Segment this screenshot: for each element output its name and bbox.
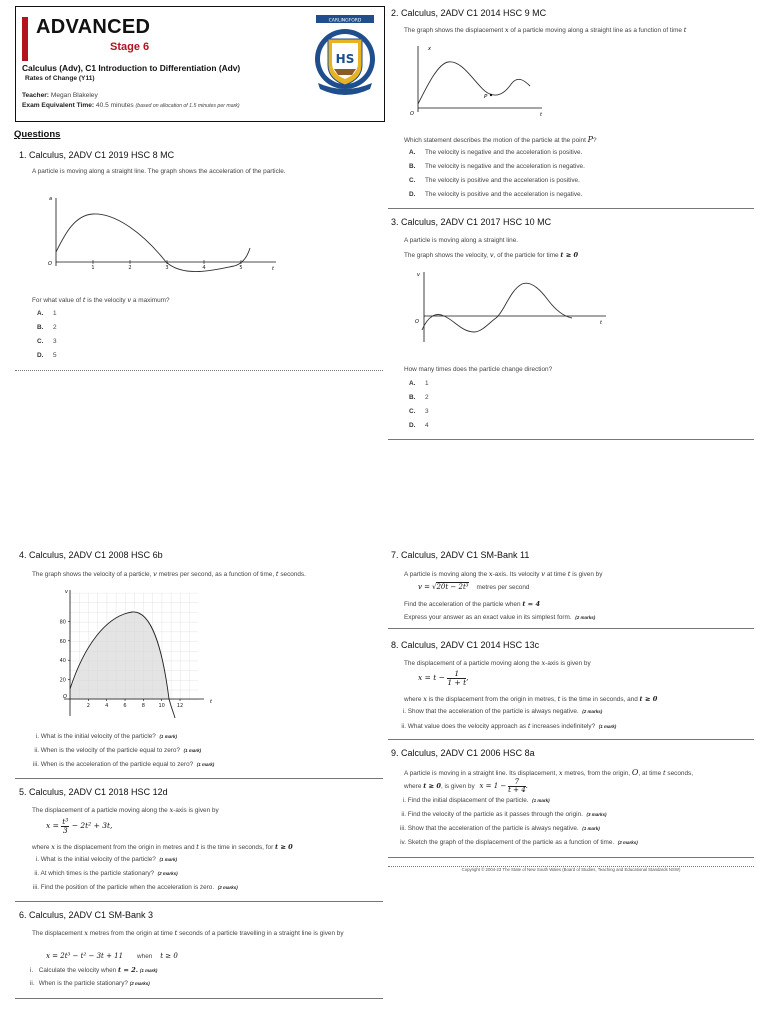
part-number: iv. — [400, 839, 406, 846]
q2-option-d[interactable] — [409, 191, 585, 205]
q3-text2-cond: t ≥ 0 — [560, 251, 579, 259]
q8-where-mid: is the displacement from the origin in metres, — [428, 696, 556, 703]
option-text: 1 — [425, 380, 429, 387]
q5-eq-rest: − 2t² + 3t, — [71, 821, 113, 830]
q7-express — [404, 614, 595, 622]
part-marks: (3 marks) — [586, 812, 607, 817]
q1-question-post: a maximum? — [132, 297, 170, 304]
q6-part-2 — [30, 980, 157, 994]
q6-part-1 — [30, 966, 157, 980]
q9-title: 9. Calculus, 2ADV C1 2006 HSC 8a — [391, 748, 535, 758]
option-letter: C. — [409, 177, 416, 184]
q9-text-var: x — [558, 769, 563, 777]
q3-option-b[interactable] — [409, 394, 429, 408]
q5-eq-den: 3 — [62, 825, 68, 835]
q4-text — [32, 570, 306, 579]
q7-eq-lhs: v = — [418, 583, 431, 591]
part-number: i. — [35, 856, 39, 863]
part-text: When is the velocity of the particle equal to zero? — [40, 747, 181, 754]
q3-option-c[interactable] — [409, 408, 429, 422]
option-text: 2 — [425, 394, 429, 401]
q7-divider — [388, 628, 754, 629]
exam-time-note: (based on allocation of 1.5 minutes per mark) — [135, 103, 240, 109]
option-text: The velocity is positive and the acceleration is positive. — [425, 177, 580, 184]
q1-options — [37, 310, 57, 366]
q9-divider — [388, 857, 754, 858]
part-text: Sketch the graph of the displacement of the particle as a function of time. — [407, 839, 615, 846]
q8-where-cond: t ≥ 0 — [639, 695, 658, 703]
q8-equation — [418, 670, 469, 686]
school-crest-logo — [312, 13, 378, 101]
y-tick-label: 20 — [59, 677, 66, 684]
brand-bar — [22, 17, 28, 61]
part-number: ii. — [30, 980, 35, 987]
x-tick-label: 6 — [123, 703, 127, 709]
q5-where — [32, 843, 293, 852]
crest-initials: HS — [335, 52, 355, 66]
q9-eq-lhs: x = 1 − — [479, 782, 507, 791]
q9-text-post: seconds, — [667, 770, 693, 777]
q5-where-var: x — [51, 843, 55, 851]
q8-part-1 — [398, 708, 616, 722]
q9-text-mid: metres, from the origin, — [564, 770, 631, 777]
x-tick-label: 3 — [165, 265, 169, 271]
q7-text — [404, 570, 602, 579]
part-text: When is the particle stationary? — [38, 980, 128, 987]
part-number: i. — [402, 708, 406, 715]
part-text: What value does the velocity approach as — [407, 723, 527, 730]
q4-part-3 — [30, 761, 214, 775]
part-post: increases indefinitely? — [532, 723, 596, 730]
q9-line2-cond: t ≥ 0 — [423, 782, 441, 791]
q8-text-pre: The displacement of a particle moving along the — [404, 660, 540, 667]
q3-text1: A particle is moving along a straight line. — [404, 237, 519, 244]
q8-eq-fraction — [447, 669, 469, 687]
q2-text-var: x — [504, 26, 509, 34]
x-tick-label: 12 — [176, 703, 184, 709]
q4-title: 4. Calculus, 2ADV C1 2008 HSC 6b — [19, 550, 163, 560]
option-text: 1 — [53, 310, 57, 317]
q6-equation-line — [46, 952, 178, 961]
q7-text-var2: v — [541, 570, 546, 578]
q2-question-pre: Which statement describes the motion of the particle at the point — [404, 137, 586, 144]
q1-question-mid: is the velocity — [87, 297, 126, 304]
q2-point-label: P — [484, 94, 488, 100]
q8-parts — [398, 708, 616, 736]
q1-x-label: t — [272, 266, 274, 272]
q2-option-a[interactable] — [409, 149, 585, 163]
q8-text — [404, 659, 591, 668]
q8-where-post: is the time in seconds, and — [562, 696, 638, 703]
brand-title: ADVANCED — [36, 16, 151, 38]
q3-option-a[interactable] — [409, 380, 429, 394]
q3-text2-var: v — [489, 251, 494, 259]
q5-text-post: -axis is given by — [173, 807, 219, 814]
option-text: The velocity is negative and the acceleration is positive. — [425, 149, 583, 156]
q8-eq-lhs: x = t − — [418, 673, 445, 682]
q2-origin: O — [410, 111, 414, 117]
q8-eq-num: 1 — [447, 670, 466, 679]
q2-text — [404, 26, 686, 35]
q8-where-pre: where — [404, 696, 422, 703]
q4-text-var: v — [153, 570, 157, 578]
q1-option-a[interactable] — [37, 310, 57, 324]
part-marks: (2 marks) — [217, 885, 238, 890]
q6-eq-cond: t ≥ 0 — [160, 952, 178, 960]
q4-parts — [30, 733, 214, 775]
brand-stage: Stage 6 — [110, 41, 150, 53]
q1-text: A particle is moving along a straight line. The graph shows the acceleration of the particle. — [32, 168, 286, 175]
q4-origin: O — [63, 694, 67, 700]
q9-eq-num: 7 — [508, 779, 526, 787]
q6-text — [32, 929, 372, 938]
q3-x-label: t — [600, 320, 602, 326]
q3-options — [409, 380, 429, 436]
q8-where — [404, 695, 657, 704]
y-tick-label: 40 — [59, 658, 66, 665]
header-box — [15, 6, 385, 122]
q8-part-2 — [398, 722, 616, 736]
q9-text — [404, 768, 693, 778]
q6-eq-when: when — [137, 953, 153, 960]
option-letter: A. — [409, 380, 416, 387]
part-number: i. — [402, 797, 406, 804]
q9-line2-mid: , is given by — [440, 783, 475, 791]
x-tick-label: 4 — [105, 703, 109, 709]
q6-text-var: x — [84, 929, 88, 937]
part-number: ii. — [34, 747, 39, 754]
q1-y-label: a — [49, 196, 53, 202]
q9-part-1 — [396, 797, 638, 811]
part-number: i. — [35, 733, 39, 740]
q7-eq-unit: metres per second — [476, 584, 530, 591]
option-letter: D. — [37, 352, 44, 359]
q3-origin: O — [415, 319, 419, 325]
part-marks: (1 mark) — [532, 798, 550, 803]
q7-find-expr: t = 4 — [522, 600, 541, 608]
part-marks: (1 mark) — [582, 826, 600, 831]
option-letter: A. — [409, 149, 416, 156]
q8-text-post: -axis is given by — [545, 660, 591, 667]
q5-where-post: is the time in seconds, for — [200, 844, 274, 851]
q5-title: 5. Calculus, 2ADV C1 2018 HSC 12d — [19, 787, 168, 797]
q5-part-1 — [28, 856, 238, 870]
option-letter: A. — [37, 310, 44, 317]
q3-title: 3. Calculus, 2ADV C1 2017 HSC 10 MC — [391, 217, 552, 227]
q1-question — [32, 296, 170, 305]
questions-heading: Questions — [14, 129, 61, 140]
q9-part-2 — [396, 811, 638, 825]
q7-title: 7. Calculus, 2ADV C1 SM-Bank 11 — [391, 550, 530, 560]
q9-part-4 — [396, 839, 638, 853]
q7-express-text: Express your answer as an exact value in its simplest form. — [404, 614, 572, 621]
part-text: What is the initial velocity of the particle? — [40, 733, 156, 740]
q7-text-var3: t — [567, 570, 571, 578]
q5-parts — [28, 856, 238, 898]
part-text: At which times is the particle stationary? — [40, 870, 155, 877]
q2-text-post: of a particle moving along a straight line as a function of time — [510, 27, 682, 34]
part-marks: (1 mark) — [196, 762, 215, 767]
part-number: iii. — [32, 884, 39, 891]
q8-where-var2: t — [557, 695, 561, 703]
q1-option-d[interactable] — [37, 352, 57, 366]
q2-x-label: t — [540, 112, 542, 118]
q9-parts — [396, 797, 638, 853]
q8-where-var: x — [423, 695, 427, 703]
part-text: Find the initial displacement of the particle. — [407, 797, 529, 804]
y-tick-label: 80 — [59, 619, 66, 626]
option-text: The velocity is positive and the acceleration is negative. — [425, 191, 583, 198]
option-text: 3 — [53, 338, 57, 345]
q1-title: 1. Calculus, 2ADV C1 2019 HSC 8 MC — [19, 150, 175, 160]
option-text: 2 — [53, 324, 57, 331]
q5-text — [32, 806, 219, 815]
q9-text-var2: O — [631, 768, 639, 777]
q9-line2 — [404, 779, 528, 794]
q7-text-pre: A particle is moving along the — [404, 571, 488, 578]
q1-question-var: t — [82, 296, 86, 304]
teacher-line — [22, 92, 98, 99]
q2-title: 2. Calculus, 2ADV C1 2014 HSC 9 MC — [391, 8, 547, 18]
x-tick-label: 10 — [158, 703, 165, 709]
crest-banner-text: CARLINGFORD — [328, 18, 362, 24]
q4-divider — [15, 778, 383, 779]
q7-find — [404, 600, 540, 609]
q2-divider — [388, 208, 754, 209]
part-marks: (2 marks) — [617, 840, 638, 845]
q4-velocity-graph — [54, 586, 224, 722]
y-tick-label: 60 — [59, 638, 66, 645]
q7-text-mid: -axis. Its velocity — [492, 571, 540, 578]
subtopic: Rates of Change (Y11) — [25, 75, 95, 82]
q3-divider — [388, 439, 754, 440]
part-number: i. — [30, 967, 34, 974]
part-marks: (2 marks) — [129, 981, 150, 986]
part-var: t — [527, 722, 531, 730]
q1-acceleration-graph — [44, 192, 284, 274]
q5-text-pre: The displacement of a particle moving along the — [32, 807, 168, 814]
x-tick-label: 5 — [239, 265, 243, 271]
q6-text-pre: The displacement — [32, 930, 83, 937]
q5-where-var2: t — [196, 843, 199, 851]
q1-option-c[interactable] — [37, 338, 57, 352]
q9-text-pre: A particle is moving in a straight line. Its displacement, — [404, 770, 558, 777]
part-marks: (1 mark) — [139, 968, 158, 973]
q6-equation: x = 2t³ − t² − 3t + 11 — [46, 952, 124, 960]
x-tick-label: 2 — [86, 703, 90, 709]
q4-x-label: t — [210, 699, 212, 705]
q3-velocity-graph — [402, 266, 612, 348]
option-text: 4 — [425, 422, 429, 429]
exam-time-value: 40.5 minutes — [95, 102, 134, 109]
option-text: 5 — [53, 352, 57, 359]
q7-eq-sqrt: √20t − 2t³ — [432, 583, 469, 591]
q3-text2 — [404, 251, 578, 260]
part-number: ii. — [34, 870, 39, 877]
q3-text2-mid: , of the particle for time — [493, 252, 559, 259]
teacher-label: Teacher: — [22, 92, 49, 99]
q1-question-pre: For what value of — [32, 297, 82, 304]
x-tick-label: 8 — [141, 703, 145, 709]
q5-eq-fraction — [61, 818, 69, 834]
part-number: iii. — [399, 825, 406, 832]
q9-eq-den: t + 4 — [508, 786, 526, 794]
q4-text-mid: metres per second, as a function of time, — [158, 571, 275, 578]
exam-time-line — [22, 102, 240, 109]
option-letter: B. — [409, 163, 416, 170]
q8-eq-den: 1 + t — [447, 677, 467, 687]
q5-where-pre: where — [32, 844, 50, 851]
q4-text-var2: t — [275, 570, 279, 578]
q5-text-var: x — [169, 806, 174, 814]
exam-time-label: Exam Equivalent Time: — [22, 102, 95, 109]
q2-displacement-graph — [392, 40, 552, 122]
teacher-name: Megan Blakeley — [50, 92, 98, 99]
q5-where-cond: t ≥ 0 — [274, 843, 293, 851]
q1-divider — [15, 370, 383, 371]
q4-part-1 — [30, 733, 214, 747]
q1-origin: O — [48, 261, 52, 267]
q6-text-mid: metres from the origin at time — [89, 930, 173, 937]
q4-part-2 — [30, 747, 214, 761]
q2-question — [404, 135, 597, 145]
q6-text-post: seconds of a particle travelling in a straight line is given by — [179, 930, 344, 937]
part-text: Show that the acceleration of the particle is always negative. — [407, 708, 579, 715]
q9-part-3 — [396, 825, 638, 839]
part-number: ii. — [401, 811, 406, 818]
q7-equation — [418, 583, 529, 592]
q7-text-mid2: at time — [546, 571, 566, 578]
q4-text-post: seconds. — [280, 571, 306, 578]
q4-text-pre: The graph shows the velocity of a particle, — [32, 571, 152, 578]
q8-eq-end: , — [466, 673, 469, 682]
part-text: When is the acceleration of the particle equal to zero? — [40, 761, 194, 768]
q3-text2-pre: The graph shows the velocity, — [404, 252, 489, 259]
q7-find-pre: Find the acceleration of the particle when — [404, 601, 521, 608]
q7-marks: (2 marks) — [575, 615, 596, 620]
q5-part-2 — [28, 870, 238, 884]
x-tick-label: 4 — [202, 265, 206, 271]
option-letter: C. — [409, 408, 416, 415]
q1-option-b[interactable] — [37, 324, 57, 338]
x-tick-label: 2 — [128, 265, 132, 271]
option-letter: B. — [409, 394, 416, 401]
q5-equation — [46, 818, 112, 834]
q2-options — [409, 149, 585, 205]
q5-eq-lhs: x = — [46, 821, 59, 830]
q2-option-b[interactable] — [409, 163, 585, 177]
q8-divider — [388, 739, 754, 740]
q1-question-var2: v — [127, 296, 132, 304]
part-text: Find the velocity of the particle as it passes through the origin. — [407, 811, 583, 818]
q5-divider — [15, 901, 383, 902]
q7-eq-root: 20t − 2t³ — [436, 583, 469, 591]
q6-text-var2: t — [174, 929, 178, 937]
q2-y-label: x — [428, 46, 431, 52]
q2-question-var: P — [587, 135, 594, 144]
q8-title: 8. Calculus, 2ADV C1 2014 HSC 13c — [391, 640, 540, 650]
q2-text-var2: t — [683, 26, 687, 34]
copyright-text: Copyright © 2004-23 The State of New South Wales (Board of Studies, Teaching and Educational Standards NSW) — [461, 867, 681, 872]
q6-parts — [30, 966, 157, 994]
part-text: What is the initial velocity of the particle? — [40, 856, 156, 863]
q2-option-c[interactable] — [409, 177, 585, 191]
part-number: ii. — [401, 723, 406, 730]
part-text: Show that the acceleration of the particle is always negative. — [407, 825, 579, 832]
q3-question: How many times does the particle change direction? — [404, 366, 553, 373]
part-marks: (1 mark) — [159, 857, 177, 862]
part-expr: t = 2. — [118, 966, 139, 974]
option-text: The velocity is negative and the acceleration is negative. — [425, 163, 585, 170]
part-marks: (2 marks) — [582, 709, 603, 714]
x-tick-label: 1 — [91, 265, 95, 271]
q5-eq-num: t³ — [62, 817, 69, 826]
part-marks: (1 mark) — [159, 734, 177, 739]
q3-y-label: v — [417, 272, 420, 278]
q6-divider — [15, 998, 383, 999]
part-marks: (2 marks) — [157, 871, 178, 876]
q2-text-pre: The graph shows the displacement — [404, 27, 504, 34]
q9-text-var3: t — [662, 769, 666, 777]
option-letter: C. — [37, 338, 44, 345]
q3-option-d[interactable] — [409, 422, 429, 436]
option-letter: B. — [37, 324, 44, 331]
q2-question-post: ? — [593, 137, 597, 144]
option-letter: D. — [409, 422, 416, 429]
q5-where-mid: is the displacement from the origin in metres and — [56, 844, 195, 851]
q9-eq-fraction — [508, 779, 526, 794]
q7-text-var: x — [488, 570, 493, 578]
q9-line2-pre: where — [404, 783, 422, 791]
part-text: Calculate the velocity when — [38, 967, 117, 974]
part-marks: (1 mark) — [183, 748, 202, 753]
q4-y-label: v — [65, 589, 68, 595]
option-letter: D. — [409, 191, 416, 198]
q6-title: 6. Calculus, 2ADV C1 SM-Bank 3 — [19, 910, 154, 920]
q7-text-post: is given by — [572, 571, 603, 578]
q9-eq-end: . — [525, 782, 528, 791]
course-title: Calculus (Adv), C1 Introduction to Differentiation (Adv) — [22, 63, 241, 73]
q8-text-var: x — [541, 659, 546, 667]
part-marks: (1 mark) — [598, 724, 617, 729]
option-text: 3 — [425, 408, 429, 415]
q5-part-3 — [28, 884, 238, 898]
part-text: Find the position of the particle when the acceleration is zero. — [40, 884, 215, 891]
q9-text-mid2: , at time — [638, 770, 662, 777]
part-number: iii. — [32, 761, 39, 768]
